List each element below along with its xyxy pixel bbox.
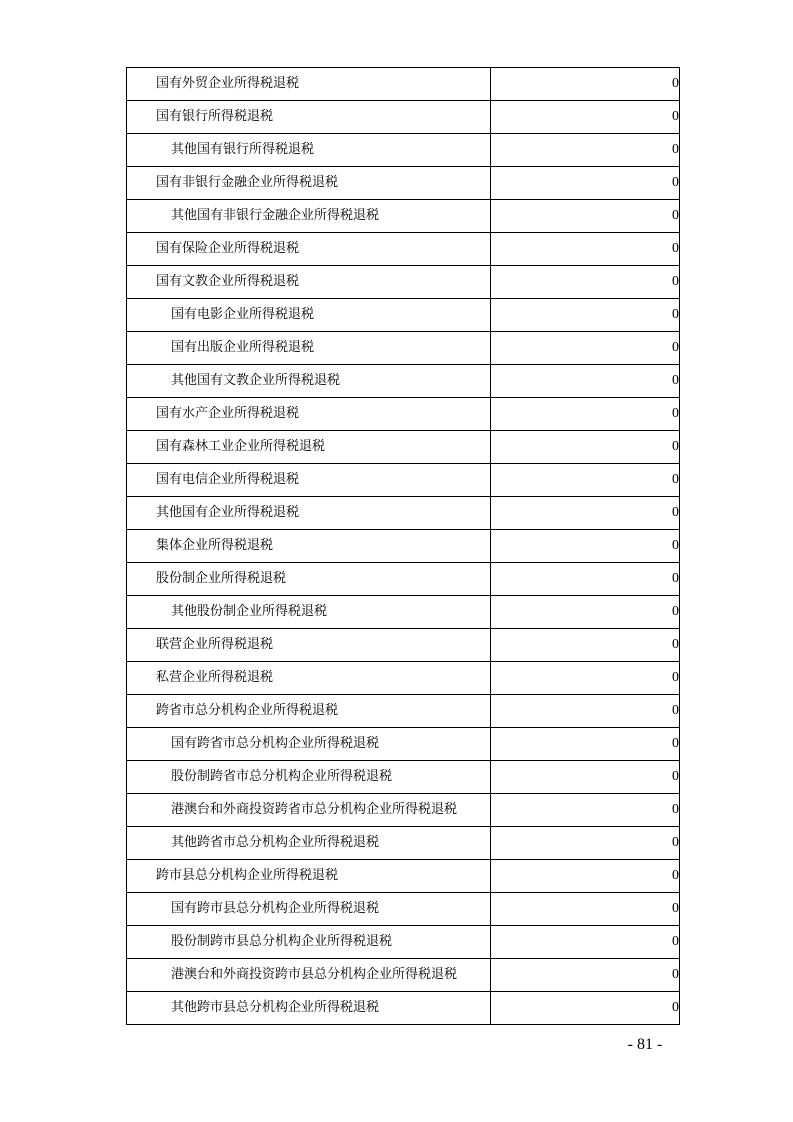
table-row — [127, 497, 680, 530]
row-label: 集体企业所得税退税 — [127, 530, 491, 563]
row-value: 0 — [491, 728, 680, 761]
row-label: 股份制跨省市总分机构企业所得税退税 — [127, 761, 491, 794]
row-value: 0 — [491, 794, 680, 827]
row-label: 国有保险企业所得税退税 — [127, 233, 491, 266]
row-value: 0 — [491, 695, 680, 728]
table-row — [127, 530, 680, 563]
table-row — [127, 629, 680, 662]
table-row — [127, 299, 680, 332]
row-label: 其他国有企业所得税退税 — [127, 497, 491, 530]
row-value: 0 — [491, 266, 680, 299]
table-row — [127, 662, 680, 695]
row-label: 港澳台和外商投资跨市县总分机构企业所得税退税 — [127, 959, 491, 992]
table-row — [127, 266, 680, 299]
row-value: 0 — [491, 926, 680, 959]
row-label: 国有文教企业所得税退税 — [127, 266, 491, 299]
table-row — [127, 926, 680, 959]
table-row — [127, 464, 680, 497]
table-row — [127, 134, 680, 167]
row-label: 私营企业所得税退税 — [127, 662, 491, 695]
row-label: 其他跨市县总分机构企业所得税退税 — [127, 992, 491, 1025]
row-label: 国有水产企业所得税退税 — [127, 398, 491, 431]
row-label: 国有电信企业所得税退税 — [127, 464, 491, 497]
row-value: 0 — [491, 68, 680, 101]
row-label: 其他跨省市总分机构企业所得税退税 — [127, 827, 491, 860]
row-label: 国有跨省市总分机构企业所得税退税 — [127, 728, 491, 761]
table-row — [127, 893, 680, 926]
table-row — [127, 167, 680, 200]
table-row — [127, 332, 680, 365]
row-label: 跨市县总分机构企业所得税退税 — [127, 860, 491, 893]
row-label: 港澳台和外商投资跨省市总分机构企业所得税退税 — [127, 794, 491, 827]
row-label: 国有银行所得税退税 — [127, 101, 491, 134]
row-value: 0 — [491, 827, 680, 860]
row-label: 国有非银行金融企业所得税退税 — [127, 167, 491, 200]
table-row — [127, 794, 680, 827]
row-value: 0 — [491, 761, 680, 794]
row-label: 联营企业所得税退税 — [127, 629, 491, 662]
page-number: - 81 - — [627, 1036, 663, 1053]
table-row — [127, 992, 680, 1025]
row-value: 0 — [491, 662, 680, 695]
row-label: 国有森林工业企业所得税退税 — [127, 431, 491, 464]
row-label: 其他国有银行所得税退税 — [127, 134, 491, 167]
row-label: 国有出版企业所得税退税 — [127, 332, 491, 365]
table-row — [127, 563, 680, 596]
table-row — [127, 596, 680, 629]
row-value: 0 — [491, 365, 680, 398]
row-label: 国有电影企业所得税退税 — [127, 299, 491, 332]
table-row — [127, 959, 680, 992]
table-row — [127, 728, 680, 761]
row-label: 国有跨市县总分机构企业所得税退税 — [127, 893, 491, 926]
table-row — [127, 365, 680, 398]
row-label: 股份制跨市县总分机构企业所得税退税 — [127, 926, 491, 959]
table-row — [127, 68, 680, 101]
row-value: 0 — [491, 992, 680, 1025]
row-value: 0 — [491, 332, 680, 365]
row-label: 跨省市总分机构企业所得税退税 — [127, 695, 491, 728]
table-row — [127, 398, 680, 431]
table-row — [127, 860, 680, 893]
table-row — [127, 101, 680, 134]
row-label: 其他股份制企业所得税退税 — [127, 596, 491, 629]
row-value: 0 — [491, 134, 680, 167]
tax-refund-table — [126, 67, 680, 1025]
table-row — [127, 827, 680, 860]
row-value: 0 — [491, 860, 680, 893]
row-value: 0 — [491, 167, 680, 200]
row-label: 股份制企业所得税退税 — [127, 563, 491, 596]
row-value: 0 — [491, 563, 680, 596]
row-value: 0 — [491, 497, 680, 530]
row-value: 0 — [491, 530, 680, 563]
row-value: 0 — [491, 101, 680, 134]
row-value: 0 — [491, 629, 680, 662]
row-value: 0 — [491, 299, 680, 332]
table-row — [127, 431, 680, 464]
table-row — [127, 761, 680, 794]
row-value: 0 — [491, 398, 680, 431]
row-label: 国有外贸企业所得税退税 — [127, 68, 491, 101]
row-value: 0 — [491, 959, 680, 992]
row-label: 其他国有非银行金融企业所得税退税 — [127, 200, 491, 233]
row-value: 0 — [491, 200, 680, 233]
row-value: 0 — [491, 893, 680, 926]
row-value: 0 — [491, 596, 680, 629]
table-row — [127, 233, 680, 266]
row-value: 0 — [491, 431, 680, 464]
table-row — [127, 200, 680, 233]
row-value: 0 — [491, 464, 680, 497]
table-body — [127, 68, 680, 1025]
table-row — [127, 695, 680, 728]
row-value: 0 — [491, 233, 680, 266]
row-label: 其他国有文教企业所得税退税 — [127, 365, 491, 398]
